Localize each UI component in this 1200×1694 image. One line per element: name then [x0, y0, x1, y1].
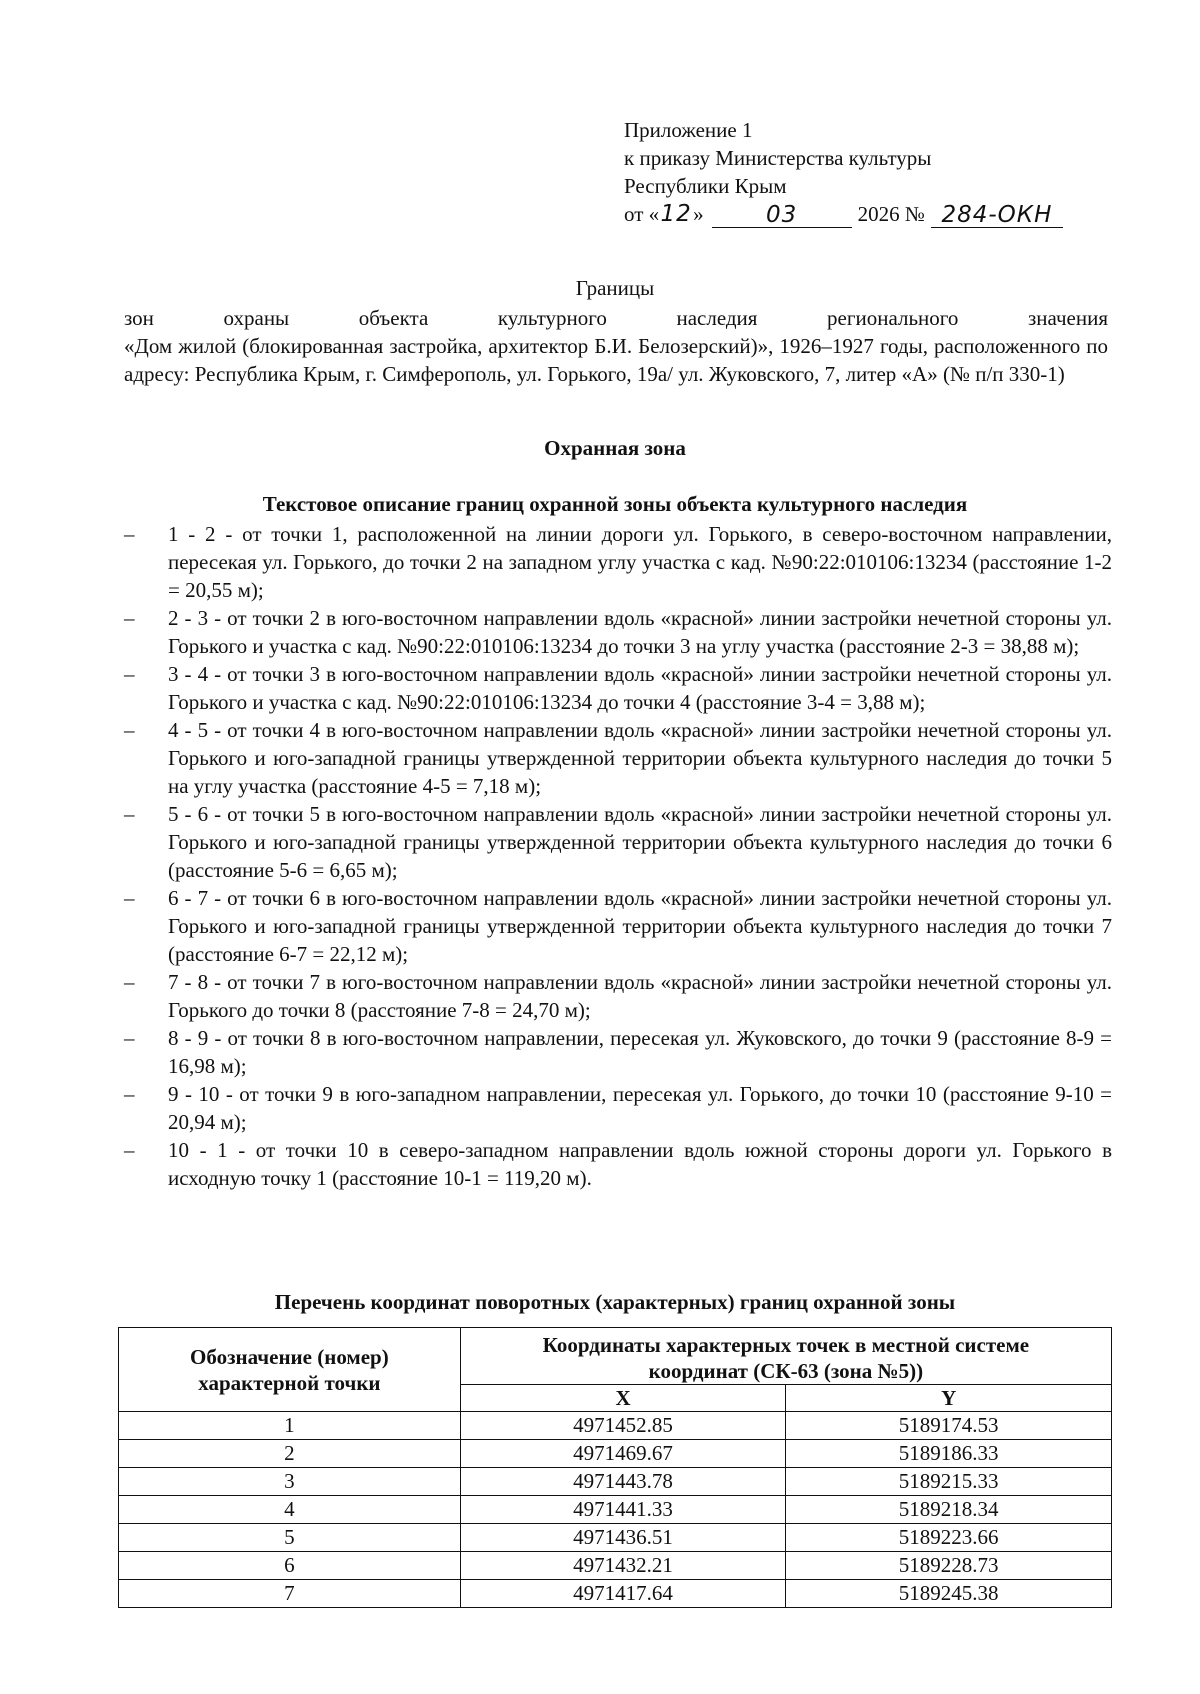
segment-text: 10 - 1 - от точки 10 в северо-западном направлении вдоль южной стороны дороги ул. Горького в исходную точку 1 (расстояние 10-1 = 119,20 м). — [168, 1138, 1112, 1190]
cell-y: 5189245.38 — [786, 1580, 1112, 1608]
date-prefix: от « — [624, 202, 660, 226]
list-item — [124, 1024, 1112, 1080]
list-dash: – — [124, 1138, 135, 1162]
segment-text: 3 - 4 - от точки 3 в юго-восточном направлении вдоль «красной» линии застройки нечетной стороны ул. Горького и участка с кад. №90:22:010106:13234 до точки 4 (расстояние 3-4 = 3,88 м); — [168, 662, 1112, 714]
list-dash: – — [124, 970, 135, 994]
table-row — [119, 1524, 1112, 1552]
cell-y: 5189215.33 — [786, 1468, 1112, 1496]
list-item — [124, 800, 1112, 884]
list-item — [124, 1136, 1112, 1192]
date-day-close: » — [693, 202, 704, 226]
boundary-segments-list — [124, 520, 1112, 1192]
order-number: 284-ОКН — [931, 203, 1063, 228]
column-header-coordinates: Координаты характерных точек в местной системе координат (СК-63 (зона №5)) — [460, 1328, 1111, 1385]
order-day: 12 — [660, 201, 692, 227]
cell-point: 1 — [119, 1412, 461, 1440]
list-dash: – — [124, 522, 135, 546]
table-row — [119, 1580, 1112, 1608]
cell-point: 2 — [119, 1440, 461, 1468]
cell-x: 4971452.85 — [460, 1412, 786, 1440]
segment-text: 7 - 8 - от точки 7 в юго-восточном направлении вдоль «красной» линии застройки нечетной стороны ул. Горького до точки 8 (расстояние 7-8 = 24,70 м); — [168, 970, 1112, 1022]
coordinates-table — [118, 1327, 1112, 1608]
table-row — [119, 1440, 1112, 1468]
segment-text: 6 - 7 - от точки 6 в юго-восточном направлении вдоль «красной» линии застройки нечетной стороны ул. Горького и юго-западной границы утвержденной территории объекта культурного наследия до точки 7 (расстояние 6-7 = 22,12 м); — [168, 886, 1112, 966]
appendix-line-1: Приложение 1 — [624, 118, 753, 142]
segment-text: 8 - 9 - от точки 8 в юго-восточном направлении, пересекая ул. Жуковского, до точки 9 (расстояние 8-9 = 16,98 м); — [168, 1026, 1112, 1078]
list-dash: – — [124, 886, 135, 910]
list-dash: – — [124, 1026, 135, 1050]
cell-x: 4971443.78 — [460, 1468, 786, 1496]
appendix-line-3: Республики Крым — [624, 174, 787, 198]
document-title: Границы — [575, 276, 655, 300]
list-item — [124, 716, 1112, 800]
list-item — [124, 884, 1112, 968]
segment-text: 4 - 5 - от точки 4 в юго-восточном направлении вдоль «красной» линии застройки нечетной стороны ул. Горького и юго-западной границы утвержденной территории объекта культурного наследия до точки 5 на углу участка (расстояние 4-5 = 7,18 м); — [168, 718, 1112, 798]
list-item — [124, 604, 1112, 660]
list-dash: – — [124, 718, 135, 742]
list-item — [124, 968, 1112, 1024]
description-heading: Текстовое описание границ охранной зоны объекта культурного наследия — [262, 492, 968, 516]
cell-x: 4971469.67 — [460, 1440, 786, 1468]
segment-text: 5 - 6 - от точки 5 в юго-восточном направлении вдоль «красной» линии застройки нечетной стороны ул. Горького и юго-западной границы утвержденной территории объекта культурного наследия до точки 6 (расстояние 5-6 = 6,65 м); — [168, 802, 1112, 882]
segment-text: 1 - 2 - от точки 1, расположенной на линии дороги ул. Горького, в северо-восточном направлении, пересекая ул. Горького, до точки 2 на западном углу участка с кад. №90:22:010106:13234 (расстояние 1-2 = 20,55 м); — [168, 522, 1112, 602]
cell-point: 6 — [119, 1552, 461, 1580]
cell-point: 5 — [119, 1524, 461, 1552]
cell-y: 5189223.66 — [786, 1524, 1112, 1552]
order-month: 03 — [712, 203, 852, 228]
segment-text: 2 - 3 - от точки 2 в юго-восточном направлении вдоль «красной» линии застройки нечетной стороны ул. Горького и участка с кад. №90:22:010106:13234 до точки 3 на углу участка (расстояние 2-3 = 38,88 м); — [168, 606, 1112, 658]
cell-point: 7 — [119, 1580, 461, 1608]
list-dash: – — [124, 606, 135, 630]
column-header-point: Обозначение (номер) характерной точки — [119, 1328, 461, 1412]
table-row — [119, 1412, 1112, 1440]
cell-x: 4971441.33 — [460, 1496, 786, 1524]
cell-point: 3 — [119, 1468, 461, 1496]
table-header-row — [119, 1328, 1112, 1385]
table-row — [119, 1468, 1112, 1496]
cell-y: 5189218.34 — [786, 1496, 1112, 1524]
list-dash: – — [124, 662, 135, 686]
list-item — [124, 1080, 1112, 1136]
cell-x: 4971436.51 — [460, 1524, 786, 1552]
cell-x: 4971432.21 — [460, 1552, 786, 1580]
cell-x: 4971417.64 — [460, 1580, 786, 1608]
table-row — [119, 1552, 1112, 1580]
appendix-line-2: к приказу Министерства культуры — [624, 146, 932, 170]
column-header-x: X — [460, 1385, 786, 1412]
list-dash: – — [124, 802, 135, 826]
list-item — [124, 660, 1112, 716]
title-line-1: зон охраны объекта культурного наследия регионального значения — [124, 306, 1108, 330]
list-dash: – — [124, 1082, 135, 1106]
column-header-y: Y — [786, 1385, 1112, 1412]
cell-point: 4 — [119, 1496, 461, 1524]
coordinates-table-title: Перечень координат поворотных (характерных) границ охранной зоны — [274, 1290, 956, 1314]
zone-heading: Охранная зона — [544, 436, 686, 460]
order-date-row — [624, 200, 1063, 228]
cell-y: 5189186.33 — [786, 1440, 1112, 1468]
table-row — [119, 1496, 1112, 1524]
title-line-2: «Дом жилой (блокированная застройка, архитектор Б.И. Белозерский)», 1926–1927 годы, расположенного по адресу: Республика Крым, г. Симферополь, ул. Горького, 19а/ ул. Жуковского, 7, литер «А» (№ п/п 330-1) — [124, 334, 1108, 386]
cell-y: 5189228.73 — [786, 1552, 1112, 1580]
list-item — [124, 520, 1112, 604]
appendix-header — [624, 116, 1063, 228]
segment-text: 9 - 10 - от точки 9 в юго-западном направлении, пересекая ул. Горького, до точки 10 (расстояние 9-10 = 20,94 м); — [168, 1082, 1112, 1134]
order-year-number-label: 2026 № — [857, 202, 925, 226]
cell-y: 5189174.53 — [786, 1412, 1112, 1440]
